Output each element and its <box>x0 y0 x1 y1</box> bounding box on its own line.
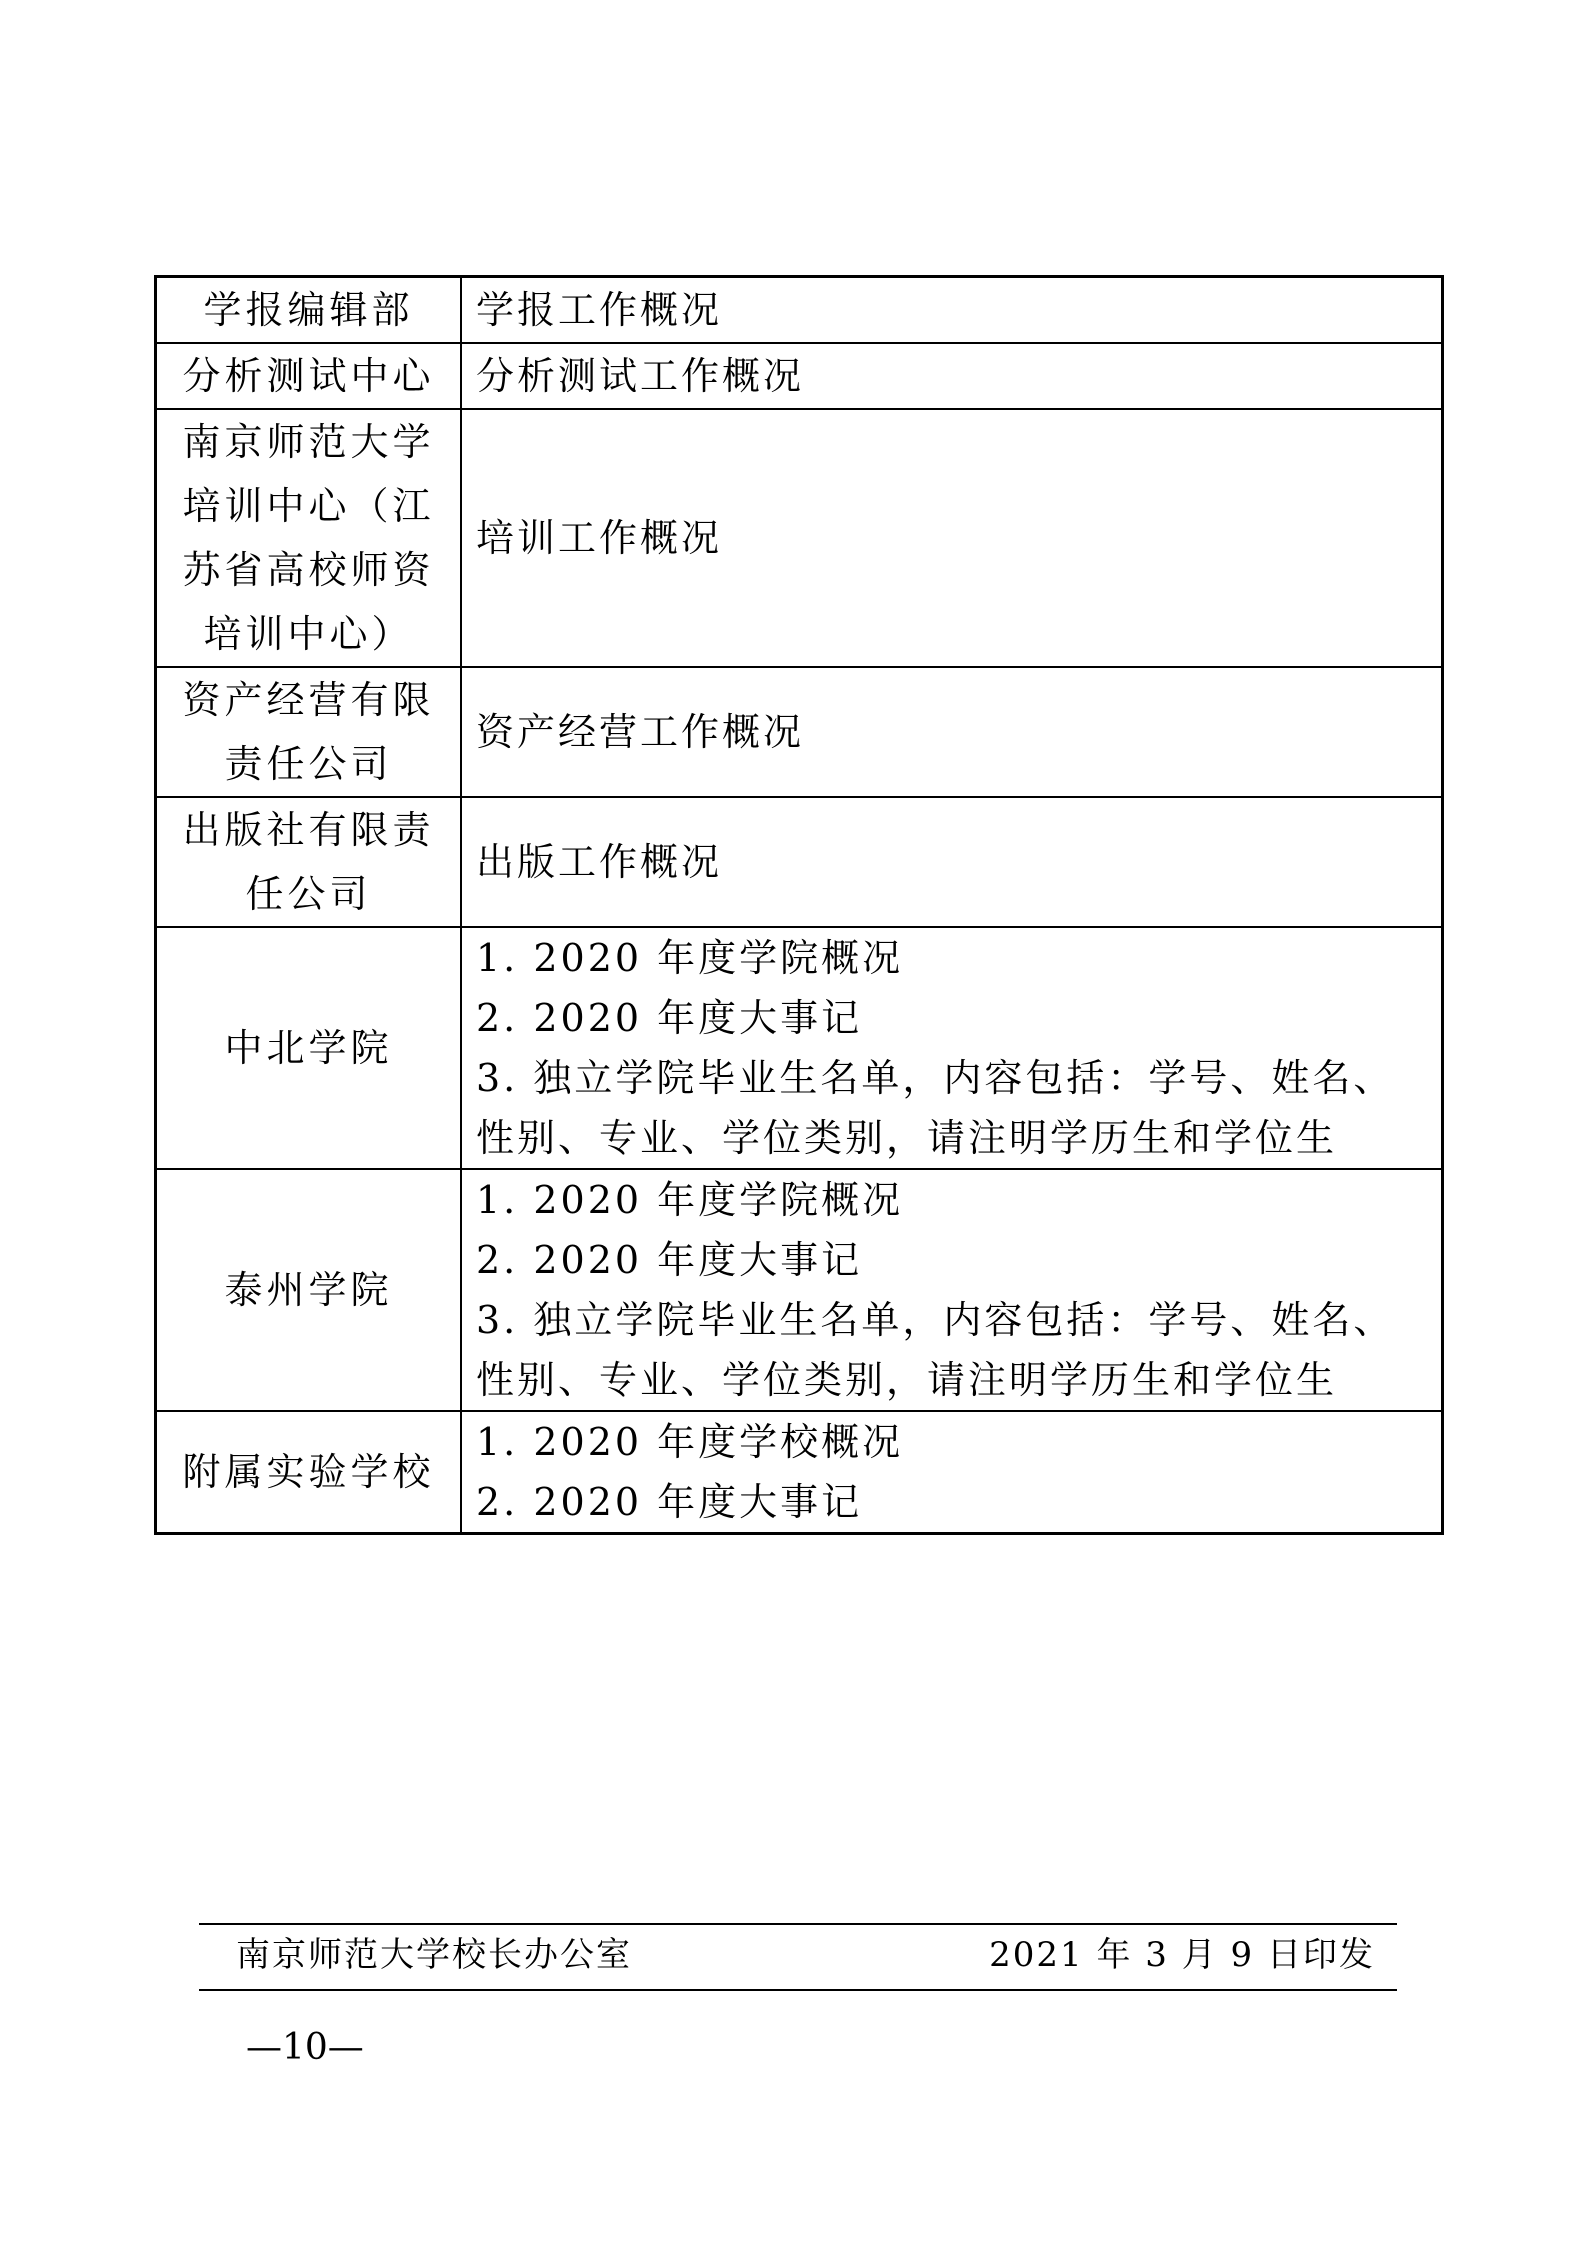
content-line: 性别、专业、学位类别，请注明学历生和学位生 <box>476 1116 1338 1160</box>
footer-issuer: 南京师范大学校长办公室 <box>236 1935 632 1975</box>
unit-line: 培训中心（江 <box>182 484 435 528</box>
content-line: 分析测试工作概况 <box>476 354 805 398</box>
unit-line: 苏省高校师资 <box>182 548 435 592</box>
page-number: —10— <box>246 2027 364 2068</box>
content-line: 2. 2020 年度大事记 <box>476 1480 863 1524</box>
content-line: 出版工作概况 <box>476 840 723 884</box>
unit-cell <box>156 927 462 1169</box>
content-line: 性别、专业、学位类别，请注明学历生和学位生 <box>476 1358 1338 1402</box>
unit-line: 学报编辑部 <box>203 288 414 332</box>
unit-line: 培训中心） <box>203 612 414 656</box>
content-cell <box>461 797 1443 927</box>
unit-line: 资产经营有限 <box>182 678 435 722</box>
content-table <box>154 275 1444 1535</box>
content-cell <box>461 277 1443 344</box>
unit-line: 中北学院 <box>224 1026 393 1070</box>
content-line: 3. 独立学院毕业生名单，内容包括：学号、姓名、 <box>476 1298 1395 1342</box>
content-cell <box>461 927 1443 1169</box>
content-cell <box>461 1169 1443 1411</box>
unit-line: 责任公司 <box>224 742 393 786</box>
unit-cell <box>156 1411 462 1534</box>
content-line: 1. 2020 年度学校概况 <box>476 1420 904 1464</box>
content-line: 培训工作概况 <box>476 516 723 560</box>
footer-bottom-divider <box>199 1989 1397 1991</box>
content-cell <box>461 667 1443 797</box>
unit-cell <box>156 409 462 667</box>
unit-line: 附属实验学校 <box>182 1450 435 1494</box>
unit-line: 出版社有限责 <box>182 808 435 852</box>
content-line: 2. 2020 年度大事记 <box>476 1238 863 1282</box>
content-cell <box>461 343 1443 409</box>
unit-cell <box>156 343 462 409</box>
unit-cell <box>156 1169 462 1411</box>
table-row <box>156 667 1443 797</box>
unit-line: 泰州学院 <box>224 1268 393 1312</box>
table-row <box>156 1169 1443 1411</box>
table-row <box>156 409 1443 667</box>
table-row <box>156 797 1443 927</box>
unit-cell <box>156 667 462 797</box>
unit-cell <box>156 277 462 344</box>
unit-line: 任公司 <box>245 872 372 916</box>
table-row <box>156 277 1443 344</box>
content-line: 资产经营工作概况 <box>476 710 805 754</box>
table-row <box>156 343 1443 409</box>
content-cell <box>461 1411 1443 1534</box>
content-line: 1. 2020 年度学院概况 <box>476 936 904 980</box>
content-line: 2. 2020 年度大事记 <box>476 996 863 1040</box>
content-line: 学报工作概况 <box>476 288 723 332</box>
content-cell <box>461 409 1443 667</box>
content-line: 1. 2020 年度学院概况 <box>476 1178 904 1222</box>
footer-print-date: 2021 年 3 月 9 日印发 <box>989 1935 1375 1975</box>
footer-top-divider <box>199 1923 1397 1925</box>
content-line: 3. 独立学院毕业生名单，内容包括：学号、姓名、 <box>476 1056 1395 1100</box>
unit-line: 南京师范大学 <box>182 420 435 464</box>
table-row <box>156 927 1443 1169</box>
table-row <box>156 1411 1443 1534</box>
unit-line: 分析测试中心 <box>182 354 435 398</box>
unit-cell <box>156 797 462 927</box>
